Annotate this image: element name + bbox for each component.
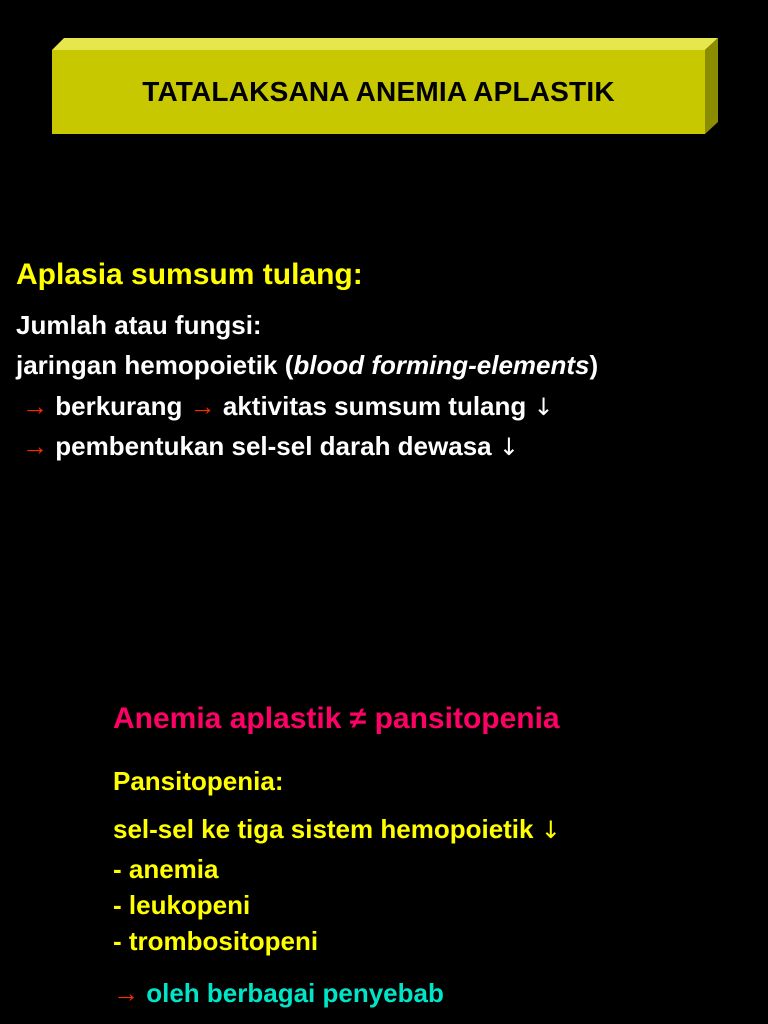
conclusion-line bbox=[113, 978, 444, 1009]
decrease-line bbox=[22, 391, 554, 422]
anemia-heading-right: pansitopenia bbox=[374, 702, 560, 735]
tissue-line-italic: blood forming-elements bbox=[293, 350, 590, 380]
arrow-right-icon: → bbox=[22, 391, 48, 421]
tissue-line-prefix: jaringan hemopoietik ( bbox=[16, 350, 294, 380]
anemia-heading bbox=[113, 702, 560, 736]
arrow-down-icon: ↓ bbox=[498, 433, 519, 461]
page-title: TATALAKSANA ANEMIA APLASTIK bbox=[142, 76, 615, 107]
formation-line bbox=[22, 431, 519, 462]
arrow-down-icon: ↓ bbox=[533, 393, 554, 421]
aplasia-heading: Aplasia sumsum tulang: bbox=[16, 258, 363, 291]
activity-text: aktivitas sumsum tulang bbox=[222, 391, 527, 421]
list-item: - trombositopeni bbox=[113, 926, 319, 956]
list-item: - leukopeni bbox=[113, 890, 251, 920]
arrow-right-icon: → bbox=[189, 391, 216, 421]
formation-text: pembentukan sel-sel darah dewasa bbox=[55, 431, 492, 461]
function-line: Jumlah atau fungsi: bbox=[16, 310, 262, 340]
cell-system-text: sel-sel ke tiga sistem hemopoietik bbox=[113, 814, 534, 844]
pancytopenia-subheading: Pansitopenia: bbox=[113, 766, 284, 796]
decrease-text: berkurang bbox=[55, 391, 183, 421]
arrow-right-icon: → bbox=[22, 431, 48, 461]
arrow-right-icon: → bbox=[113, 978, 139, 1008]
anemia-heading-left: Anemia aplastik bbox=[113, 702, 342, 735]
list-item: - anemia bbox=[113, 854, 219, 884]
title-banner bbox=[52, 38, 718, 134]
tissue-line-suffix: ) bbox=[589, 350, 599, 380]
tissue-line bbox=[16, 350, 598, 381]
arrow-down-icon: ↓ bbox=[540, 816, 561, 844]
cell-system-line bbox=[113, 814, 561, 845]
conclusion-text: oleh berbagai penyebab bbox=[146, 978, 444, 1008]
not-equal-icon: ≠ bbox=[349, 702, 367, 735]
